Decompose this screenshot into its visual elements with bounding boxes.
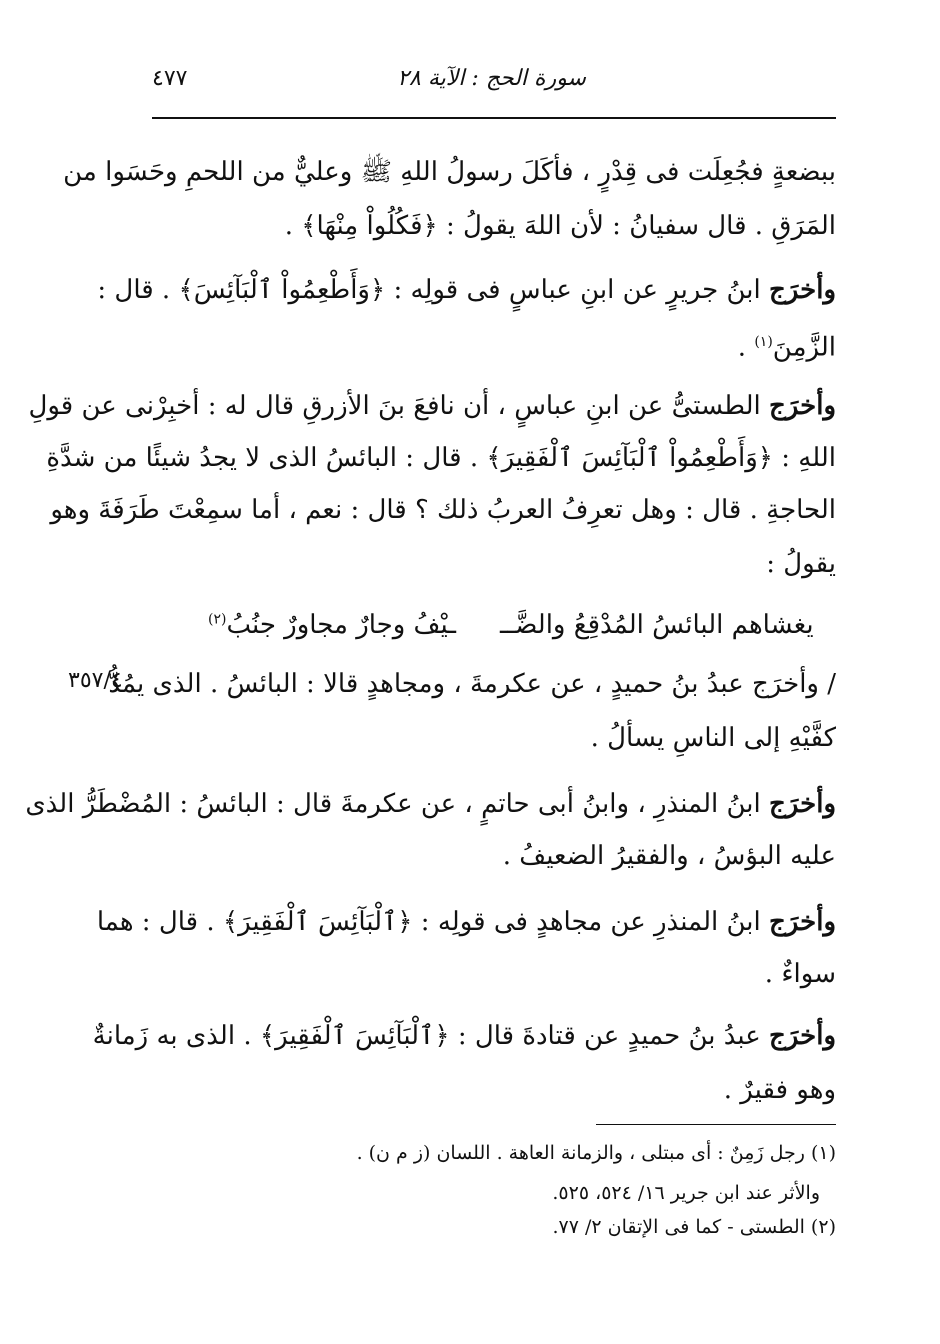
body-text: ابنُ المنذرِ ، وابنُ أبى حاتمٍ ، عن عكرمةَ قال : البائسُ : المُضْطَرُّ الذى [25,789,770,819]
footnote-1: (١) رجل زَمِنٌ : أى مبتلى ، والزمانة العاهة . اللسان (ز م ن) . [356,1142,836,1164]
running-header [152,62,836,102]
body-line: الحاجةِ . قال : وهل تعرِفُ العربُ ذلك ؟ قال : نعم ، أما سمِعْتَ طَرَفَةَ وهو [50,495,836,525]
body-line: المَرَقِ . قال سفيانُ : لأن اللهَ يقولُ : ﴿فَكُلُواْ مِنْهَا﴾ . [284,211,836,241]
paragraph-lead: وأخرَج [769,391,836,421]
body-line: / وأخرَج عبدُ بنُ حميدٍ ، عن عكرمةَ ، ومجاهدٍ قالا : البائسُ . الذى يمُدُّ [108,669,836,699]
paragraph-lead: وأخرَج [769,789,836,819]
body-text: عبدُ بنُ حميدٍ عن قتادةَ قال : ﴿ٱلْبَآئِسَ ٱلْفَقِيرَ﴾ . الذى به زَمانةٌ [92,1021,770,1051]
poem-hemistich-first: يغشاهم البائسُ المُدْقِعُ والضَّــ [500,610,814,640]
paragraph-lead: وأخرَج [769,1021,836,1051]
body-line [25,784,836,826]
body-text: . [737,332,755,363]
footnote-rule [596,1124,836,1125]
margin-reference: ٣٥٧/٤ [68,668,123,693]
footnote-ref: (١) [754,334,773,350]
body-line [152,322,836,364]
header-rule [152,117,836,119]
body-line: سواءٌ . [764,959,836,989]
footnote-2: (٢) الطستى - كما فى الإتقان ٢/ ٧٧. [552,1216,836,1238]
body-text: ـيْفُ وجارٌ مجاورٌ جنُبُ [226,610,456,640]
body-line: كفَّيْهِ إلى الناسِ يسألُ . [590,723,836,753]
body-line: اللهِ : ﴿وَأَطْعِمُواْ ٱلْبَآئِسَ ٱلْفَقِيرَ﴾ . قال : البائسُ الذى لا يجدُ شيئًا من شدَّةِ [46,443,836,473]
poem-hemistich-second [208,610,456,640]
body-text: ابنُ المنذرِ عن مجاهدٍ فى قولِه : ﴿ٱلْبَآئِسَ ٱلْفَقِيرَ﴾ . قال : هما [96,907,770,937]
header-title: سورة الحج : الآية ٢٨ [397,66,586,91]
body-line [92,1016,836,1058]
body-text: الزَّمِنَ [772,332,836,363]
paragraph-lead: وأخرَج [769,907,836,937]
body-text: ابنُ جريرٍ عن ابنِ عباسٍ فى قولِه : ﴿وَأَطْعِمُواْ ٱلْبَآئِسَ﴾ . قال : [97,275,770,305]
body-line: يقولُ : [766,549,836,579]
body-line [28,386,836,428]
paragraph-lead: وأخرَج [769,275,836,305]
body-line: ببضعةٍ فجُعِلَت فى قِدْرٍ ، فأكَلَ رسولُ اللهِ ﷺ وعليٌّ من اللحمِ وحَسَوا من [63,157,836,187]
body-text: الطستىُّ عن ابنِ عباسٍ ، أن نافعَ بنَ الأزرقِ قال له : أخبِرْنى عن قولِ [28,391,770,421]
body-line [96,902,836,944]
footnote-ref: (٢) [208,611,227,628]
body-line: عليه البؤسُ ، والفقيرُ الضعيفُ . [502,841,836,871]
body-line: وهو فقيرٌ . [723,1075,836,1105]
footnote-1-continuation: والأثر عند ابن جرير ١٦/ ٥٢٤، ٥٢٥. [552,1182,820,1204]
page-number: ٤٧٧ [152,66,188,91]
body-line [97,270,836,312]
